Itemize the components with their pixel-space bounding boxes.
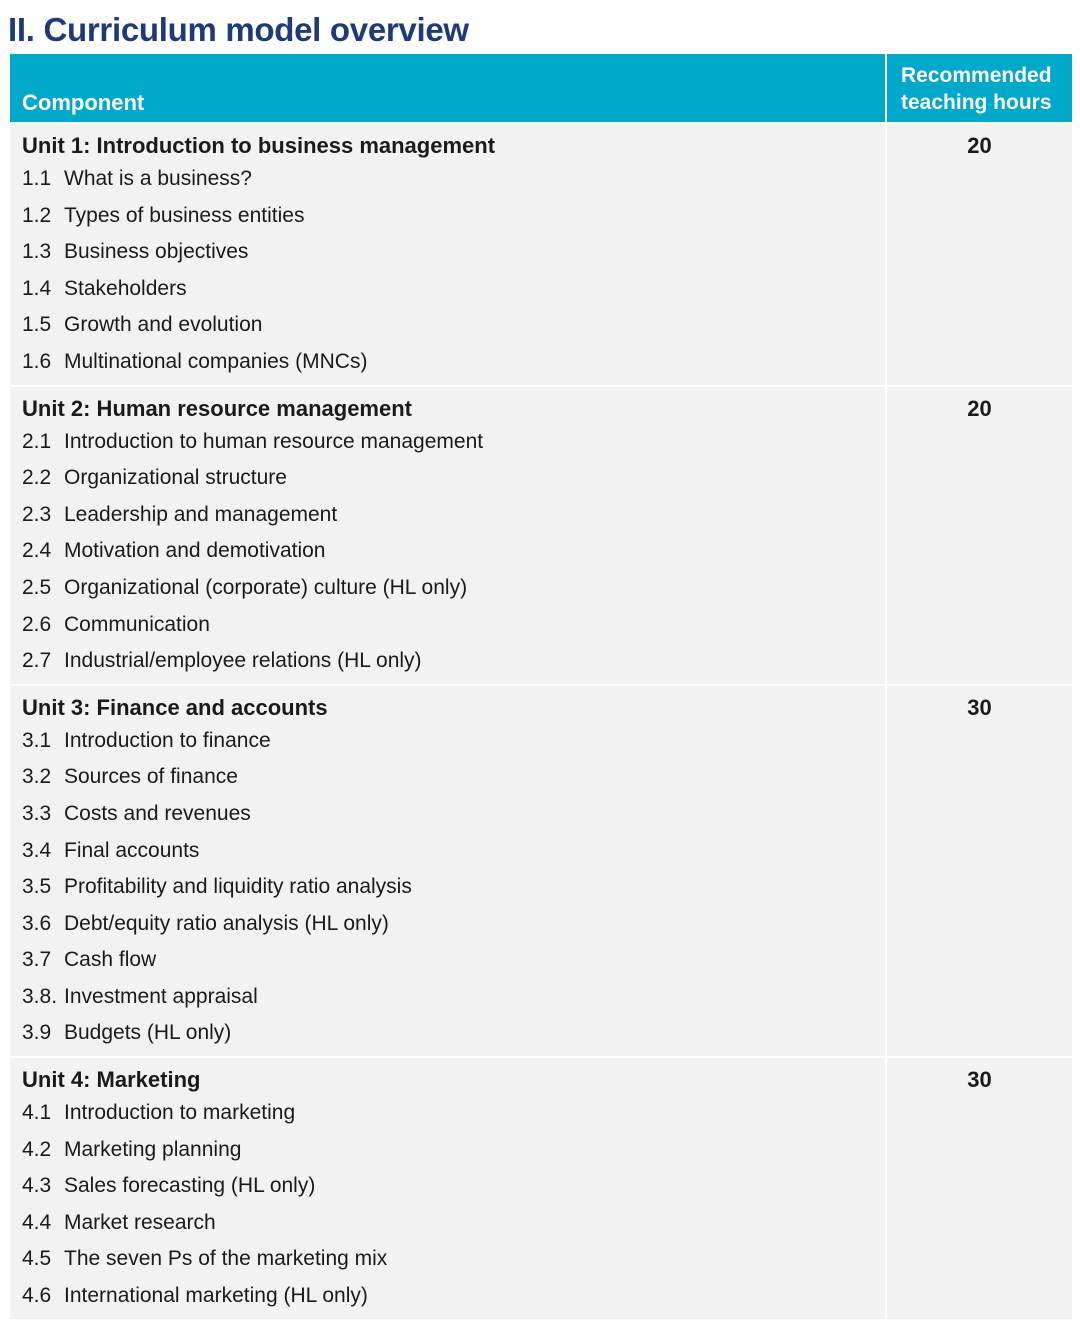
subtopic-text: Sources of finance (64, 765, 238, 789)
unit-row (10, 124, 1072, 385)
subtopic-text: Leadership and management (64, 502, 338, 526)
subtopic-item (22, 1241, 885, 1278)
subtopic-item (22, 307, 885, 344)
subtopic-number: 1.1 (22, 167, 52, 190)
subtopic-text: Communication (64, 612, 210, 636)
unit-component-cell (10, 124, 885, 385)
subtopic-item (22, 1132, 885, 1169)
subtopic-text: Organizational structure (64, 466, 287, 490)
subtopic-item (22, 796, 885, 833)
subtopic-text: Types of business entities (64, 203, 305, 227)
subtopic-number: 4.4 (22, 1210, 52, 1234)
subtopic-number: 1.6 (22, 349, 52, 373)
subtopic-number: 3.4 (22, 838, 52, 862)
subtopic-item (22, 198, 885, 235)
subtopic-text: Business objectives (64, 240, 249, 264)
subtopic-list (22, 161, 885, 381)
subtopic-text: Organizational (corporate) culture (HL only) (64, 575, 468, 599)
subtopic-item (22, 906, 885, 943)
subtopic-item (22, 1168, 885, 1205)
unit-title: Unit 4: Marketing (22, 1067, 201, 1093)
subtopic-item (22, 460, 885, 497)
subtopic-text: Introduction to finance (64, 728, 271, 752)
unit-component-cell (10, 686, 885, 1056)
subtopic-item (22, 234, 885, 271)
subtopic-number: 3.5 (22, 875, 52, 899)
subtopic-text: Budgets (HL only) (64, 1021, 232, 1045)
table-header-row (10, 54, 1072, 122)
subtopic-number: 3.8. (22, 984, 58, 1008)
subtopic-text: Introduction to human resource management (64, 429, 484, 453)
unit-row (10, 387, 1072, 684)
subtopic-item (22, 1095, 885, 1132)
unit-hours-cell: 20 (887, 387, 1072, 684)
unit-component-cell (10, 387, 885, 684)
page-title: II. Curriculum model overview (8, 11, 469, 48)
subtopic-text: Marketing planning (64, 1137, 242, 1161)
subtopic-text: Debt/equity ratio analysis (HL only) (64, 911, 389, 935)
unit-row (10, 686, 1072, 1056)
subtopic-number: 2.3 (22, 502, 52, 526)
subtopic-list (22, 424, 885, 680)
subtopic-number: 3.7 (22, 948, 52, 972)
column-header-hours (887, 54, 1072, 122)
subtopic-item (22, 607, 885, 644)
subtopic-number: 4.1 (22, 1101, 52, 1125)
subtopic-text: Growth and evolution (64, 313, 263, 337)
subtopic-text: Multinational companies (MNCs) (64, 349, 368, 373)
subtopic-item (22, 533, 885, 570)
subtopic-item (22, 1015, 885, 1052)
subtopic-number: 4.6 (22, 1284, 52, 1308)
subtopic-item (22, 643, 885, 680)
subtopic-number: 3.3 (22, 801, 52, 825)
subtopic-number: 2.5 (22, 575, 52, 599)
subtopic-item (22, 161, 885, 198)
subtopic-text: Cash flow (64, 948, 157, 972)
subtopic-item (22, 497, 885, 534)
subtopic-number: 4.2 (22, 1137, 52, 1161)
subtopic-text: Introduction to marketing (64, 1101, 296, 1125)
subtopic-item (22, 869, 885, 906)
subtopic-item (22, 344, 885, 381)
unit-hours-cell: 20 (887, 124, 1072, 385)
unit-title: Unit 3: Finance and accounts (22, 694, 328, 720)
subtopic-number: 2.4 (22, 539, 52, 563)
subtopic-list (22, 1095, 885, 1315)
subtopic-number: 2.6 (22, 612, 52, 636)
subtopic-text: Final accounts (64, 838, 200, 862)
subtopic-text: What is a business? (64, 167, 252, 190)
subtopic-item (22, 271, 885, 308)
subtopic-item (22, 979, 885, 1016)
subtopic-number: 3.2 (22, 765, 52, 789)
subtopic-item (22, 833, 885, 870)
unit-hours-cell: 30 (887, 1058, 1072, 1319)
column-header-component: Component (10, 54, 885, 122)
unit-title: Unit 2: Human resource management (22, 395, 412, 421)
subtopic-item (22, 759, 885, 796)
subtopic-number: 1.3 (22, 240, 52, 264)
unit-title: Unit 1: Introduction to business management (22, 133, 496, 158)
subtopic-number: 1.5 (22, 313, 52, 337)
subtopic-item (22, 424, 885, 461)
subtopic-item (22, 942, 885, 979)
subtopic-number: 4.3 (22, 1174, 52, 1198)
subtopic-number: 3.9 (22, 1021, 52, 1045)
subtopic-item (22, 1205, 885, 1242)
column-header-hours-line2: teaching hours (901, 91, 1052, 114)
subtopic-text: Sales forecasting (HL only) (64, 1174, 316, 1198)
subtopic-number: 1.2 (22, 203, 52, 227)
subtopic-item (22, 1278, 885, 1315)
subtopic-text: Profitability and liquidity ratio analysis (64, 875, 412, 899)
column-header-hours-line1: Recommended (901, 64, 1052, 87)
table-body (10, 124, 1072, 1319)
unit-component-cell (10, 1058, 885, 1319)
subtopic-text: International marketing (HL only) (64, 1284, 368, 1308)
subtopic-number: 2.2 (22, 466, 52, 490)
subtopic-text: Investment appraisal (64, 984, 258, 1008)
subtopic-number: 1.4 (22, 276, 52, 300)
subtopic-number: 3.1 (22, 728, 52, 752)
curriculum-table (10, 54, 1072, 1319)
subtopic-number: 4.5 (22, 1247, 52, 1271)
subtopic-number: 2.1 (22, 429, 52, 453)
subtopic-number: 2.7 (22, 649, 52, 673)
subtopic-list (22, 723, 885, 1052)
subtopic-text: Industrial/employee relations (HL only) (64, 649, 422, 673)
subtopic-text: Market research (64, 1210, 216, 1234)
subtopic-text: Costs and revenues (64, 801, 251, 825)
subtopic-number: 3.6 (22, 911, 52, 935)
subtopic-item (22, 570, 885, 607)
unit-hours-cell: 30 (887, 686, 1072, 1056)
subtopic-text: Stakeholders (64, 276, 187, 300)
subtopic-item (22, 723, 885, 760)
subtopic-text: Motivation and demotivation (64, 539, 326, 563)
subtopic-text: The seven Ps of the marketing mix (64, 1247, 388, 1271)
unit-row (10, 1058, 1072, 1319)
